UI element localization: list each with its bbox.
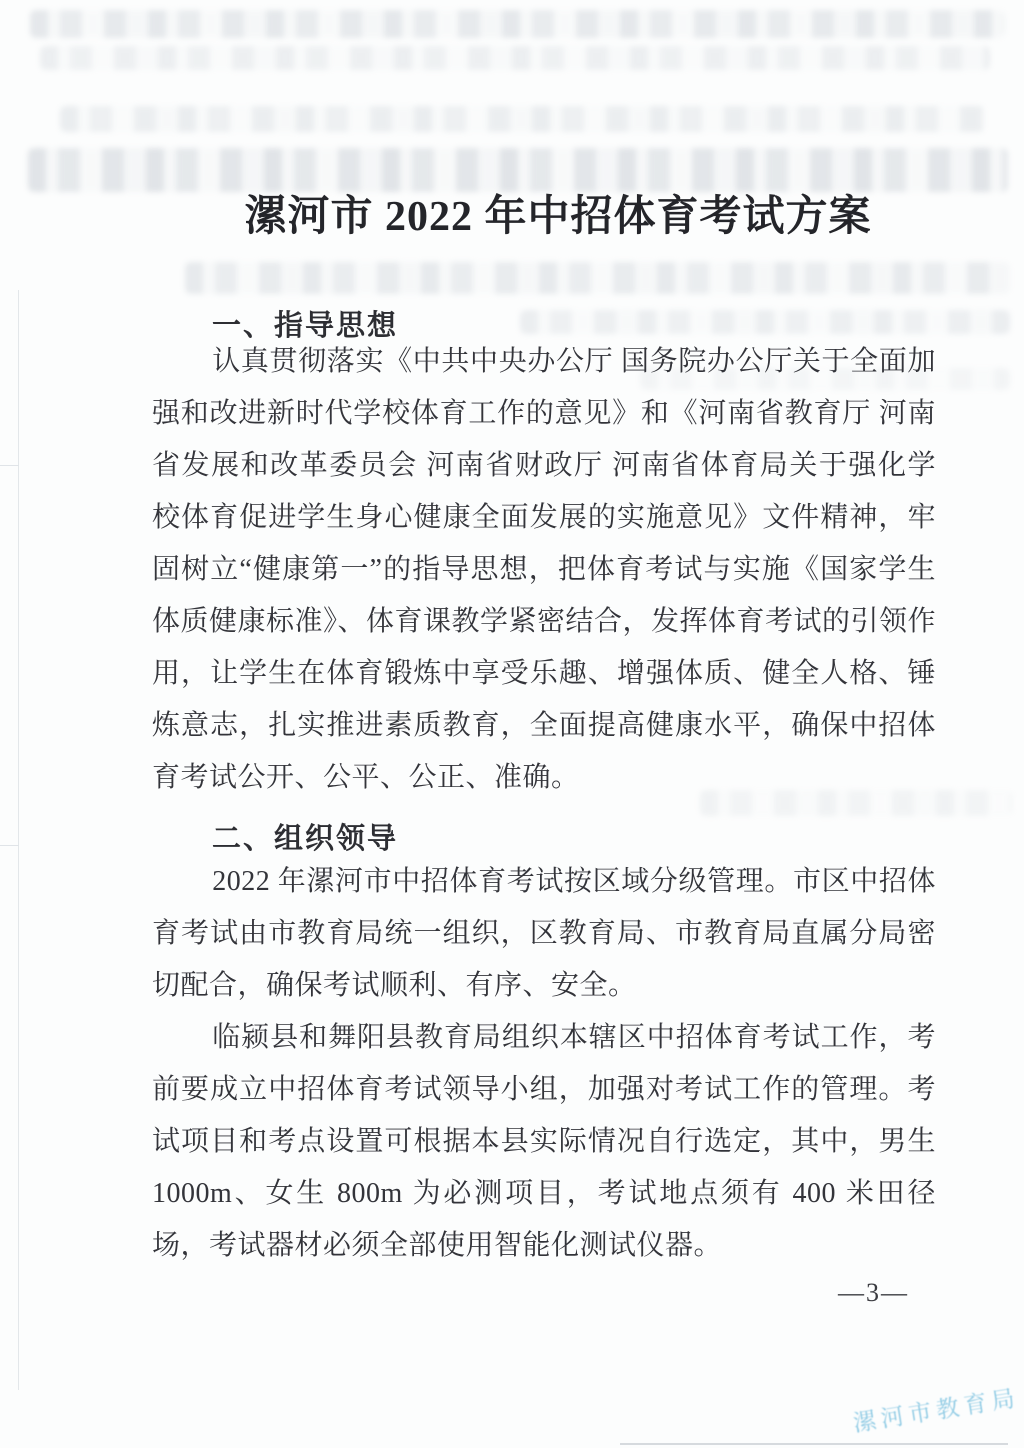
bleed-through-artifact [30, 10, 1005, 38]
scan-edge-line [620, 1443, 1008, 1445]
scan-edge-tick [0, 465, 19, 466]
paragraph-county-exam-organization: 临颍县和舞阳县教育局组织本辖区中招体育考试工作，考前要成立中招体育考试领导小组，加强对考试工作的管理。考试项目和考点设置可根据本县实际情况自行选定，其中，男生 1000m、女生 800m 为必测项目，考试地点须有 400 米田径场，考试器材必须全部使用智能化测试仪器。 [152, 1022, 936, 1261]
bleed-through-artifact [520, 310, 1010, 334]
bleed-through-artifact [40, 46, 990, 70]
page-number: —3— [838, 1278, 909, 1307]
scan-edge-line [18, 290, 19, 1390]
section-heading-organization-leadership: 二、组织领导 [212, 823, 399, 855]
bleed-through-artifact [185, 262, 1010, 294]
paragraph-city-district-management: 2022 年漯河市中招体育考试按区域分级管理。市区中招体育考试由市教育局统一组织，区教育局、市教育局直属分局密切配合，确保考试顺利、有序、安全。 [152, 866, 936, 1001]
paragraph-guiding-ideology: 认真贯彻落实《中共中央办公厅 国务院办公厅关于全面加强和改进新时代学校体育工作的意见》和《河南省教育厅 河南省发展和改革委员会 河南省财政厅 河南省体育局关于强化学校体育促进学生身心健康全面发展的实施意见》文件精神，牢固树立“健康第一”的指导思想，把体育考试与实施《国家学生体质健康标准》、体育课教学紧密结合，发挥体育考试的引领作用，让学生在体育锻炼中享受乐趣、增强体质、健全人格、锤炼意志，扎实推进素质教育，全面提高健康水平，确保中招体育考试公开、公平、公正、准确。 [152, 346, 937, 793]
bleed-through-artifact [60, 106, 985, 132]
handwritten-annotation: 漯河市教育局 [851, 1384, 1022, 1437]
document-title: 漯河市 2022 年中招体育考试方案 [244, 194, 872, 240]
scan-edge-tick [0, 845, 19, 846]
section-heading-guiding-ideology: 一、指导思想 [212, 310, 399, 342]
